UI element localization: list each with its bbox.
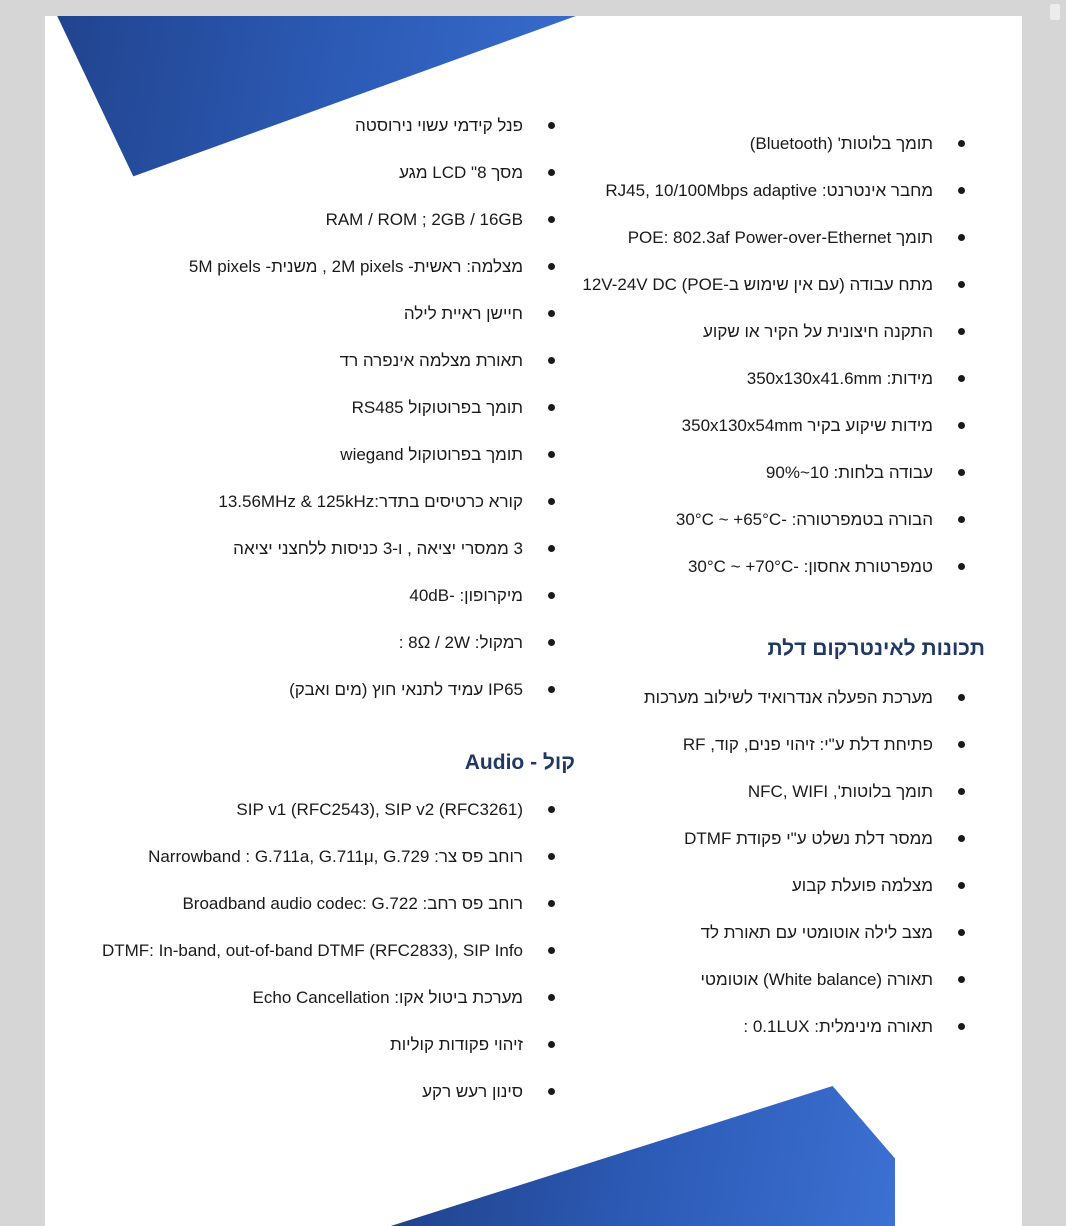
list-item-text: מחבר אינטרנט: RJ45, 10/100Mbps adaptive: [605, 181, 933, 200]
list-item: [10, 241, 575, 288]
list-item: [10, 664, 575, 711]
left-spec-list: [10, 100, 575, 711]
list-item-text: מערכת הפעלה אנדרואיד לשילוב מערכות: [643, 688, 933, 707]
list-item: [10, 147, 575, 194]
bullet-icon: [548, 1041, 555, 1048]
bullet-icon: [958, 281, 965, 288]
list-item: [555, 118, 985, 165]
list-item-text: התקנה חיצונית על הקיר או שקוע: [703, 322, 933, 341]
list-item-text: מיקרופון: -40dB: [409, 586, 523, 605]
list-item-text: תאורת מצלמה אינפרה רד: [339, 351, 523, 370]
list-item: [555, 1001, 985, 1048]
bullet-icon: [548, 853, 555, 860]
list-item: [10, 831, 575, 878]
audio-spec-list: [10, 784, 575, 1113]
list-item: [555, 672, 985, 719]
list-item-text: מערכת ביטול אקו: Echo Cancellation: [252, 988, 523, 1007]
list-item-text: SIP v1 (RFC2543), SIP v2 (RFC3261): [236, 800, 523, 819]
list-item-text: טמפרטורת אחסון: -30°C ~ +70°C: [687, 557, 933, 576]
list-item: [10, 784, 575, 831]
bullet-icon: [958, 187, 965, 194]
bullet-icon: [958, 422, 965, 429]
list-item-text: מתח עבודה (עם אין שימוש ב-POE) 12V-24V DC: [582, 275, 933, 294]
list-item-text: 3 ממסרי יציאה , ו-3 כניסות ללחצני יציאה: [233, 539, 523, 558]
list-item-text: קורא כרטיסים בתדר:13.56MHz & 125kHz: [218, 492, 523, 511]
viewer-margin: [1022, 0, 1066, 1226]
list-item: [555, 813, 985, 860]
list-item-text: מצב לילה אוטומטי עם תאורת לד: [700, 923, 933, 942]
list-item-text: רמקול: 8Ω / 2W :: [398, 633, 523, 652]
bullet-icon: [958, 328, 965, 335]
bullet-icon: [548, 592, 555, 599]
list-item-text: זיהוי פקודות קוליות: [389, 1035, 523, 1054]
list-item-text: ממסר דלת נשלט ע"י פקודת DTMF: [684, 829, 933, 848]
list-item-text: הבורה בטמפרטורה: -30°C ~ +65°C: [675, 510, 933, 529]
bullet-icon: [958, 1023, 965, 1030]
list-item-text: מסך 8" LCD מגע: [399, 163, 523, 182]
list-item: [555, 494, 985, 541]
scroll-marker[interactable]: [1050, 4, 1060, 20]
list-item-text: תומך בפרוטוקול wiegand: [340, 445, 523, 464]
list-item: [10, 382, 575, 429]
list-item-text: חיישן ראיית לילה: [403, 304, 523, 323]
list-item: [555, 954, 985, 1001]
list-item: [10, 925, 575, 972]
list-item: [555, 400, 985, 447]
bullet-icon: [548, 994, 555, 1001]
list-item: [10, 288, 575, 335]
list-item: [10, 476, 575, 523]
bullet-icon: [548, 545, 555, 552]
list-item: [10, 194, 575, 241]
list-item: [10, 617, 575, 664]
bullet-icon: [548, 686, 555, 693]
list-item: [555, 860, 985, 907]
audio-heading: קול - Audio: [464, 751, 575, 774]
list-item: [555, 259, 985, 306]
list-item: [10, 429, 575, 476]
list-item: [555, 447, 985, 494]
list-item-text: רוחב פס רחב: Broadband audio codec: G.722: [182, 894, 523, 913]
bullet-icon: [958, 375, 965, 382]
list-item: [10, 335, 575, 382]
list-item-text: מידות שיקוע בקיר 350x130x54mm: [681, 416, 933, 435]
bullet-icon: [958, 140, 965, 147]
list-item: [10, 1019, 575, 1066]
bullet-icon: [548, 216, 555, 223]
list-item-text: תאורה מינימלית: 0.1LUX :: [743, 1017, 933, 1036]
list-item: [555, 719, 985, 766]
list-item-text: DTMF: In-band, out-of-band DTMF (RFC2833), SIP Info: [101, 941, 523, 960]
bullet-icon: [548, 451, 555, 458]
list-item-text: סינון רעש רקע: [422, 1082, 523, 1101]
list-item: [555, 766, 985, 813]
left-column: [10, 100, 575, 1113]
bullet-icon: [548, 806, 555, 813]
bullet-icon: [548, 900, 555, 907]
bullet-icon: [958, 835, 965, 842]
list-item-text: מצלמה פועלת קבוע: [791, 876, 933, 895]
bullet-icon: [958, 469, 965, 476]
bullet-icon: [548, 357, 555, 364]
bullet-icon: [958, 234, 965, 241]
list-item: [10, 523, 575, 570]
bullet-icon: [958, 882, 965, 889]
list-item-text: עבודה בלחות: 10~90%: [765, 463, 933, 482]
bullet-icon: [548, 498, 555, 505]
list-item: [555, 212, 985, 259]
bullet-icon: [548, 404, 555, 411]
bullet-icon: [548, 310, 555, 317]
bullet-icon: [958, 741, 965, 748]
bullet-icon: [548, 639, 555, 646]
bullet-icon: [958, 976, 965, 983]
list-item-text: RAM / ROM ; 2GB / 16GB: [325, 210, 523, 229]
list-item-text: מצלמה: ראשית- 2M pixels , משנית- 5M pixels: [188, 257, 523, 276]
list-item-text: תאורה (White balance) אוטומטי: [700, 970, 933, 989]
list-item: [10, 972, 575, 1019]
list-item: [555, 907, 985, 954]
intercom-features-list: [555, 672, 985, 1048]
right-spec-list: [555, 118, 985, 588]
list-item-text: פתיחת דלת ע"י: זיהוי פנים, קוד, RF: [682, 735, 933, 754]
list-item: [555, 541, 985, 588]
list-item-text: תומך בלוטות' (Bluetooth): [749, 134, 933, 153]
bullet-icon: [958, 563, 965, 570]
bullet-icon: [548, 122, 555, 129]
right-column: [555, 118, 985, 1048]
bullet-icon: [958, 694, 965, 701]
intercom-features-heading: תכונות לאינטרקום דלת: [767, 637, 985, 660]
list-item-text: רוחב פס צר: Narrowband : G.711a, G.711μ, G.729: [148, 847, 523, 866]
bullet-icon: [958, 516, 965, 523]
list-item: [10, 878, 575, 925]
list-item: [555, 306, 985, 353]
list-item: [555, 353, 985, 400]
list-item: [10, 100, 575, 147]
list-item-text: תומך POE: 802.3af Power-over-Ethernet: [627, 228, 933, 247]
list-item: [10, 570, 575, 617]
list-item-text: תומך בלוטות', NFC, WIFI: [747, 782, 933, 801]
list-item: [555, 165, 985, 212]
bullet-icon: [548, 263, 555, 270]
list-item-text: IP65 עמיד לתנאי חוץ (מים ואבק): [289, 680, 523, 699]
bullet-icon: [548, 169, 555, 176]
list-item-text: פנל קידמי עשוי נירוסטה: [355, 116, 523, 135]
bullet-icon: [958, 788, 965, 795]
list-item: [10, 1066, 575, 1113]
bullet-icon: [548, 1088, 555, 1095]
list-item-text: מידות: 350x130x41.6mm: [746, 369, 933, 388]
bullet-icon: [548, 947, 555, 954]
bullet-icon: [958, 929, 965, 936]
list-item-text: תומך בפרוטוקול RS485: [351, 398, 523, 417]
